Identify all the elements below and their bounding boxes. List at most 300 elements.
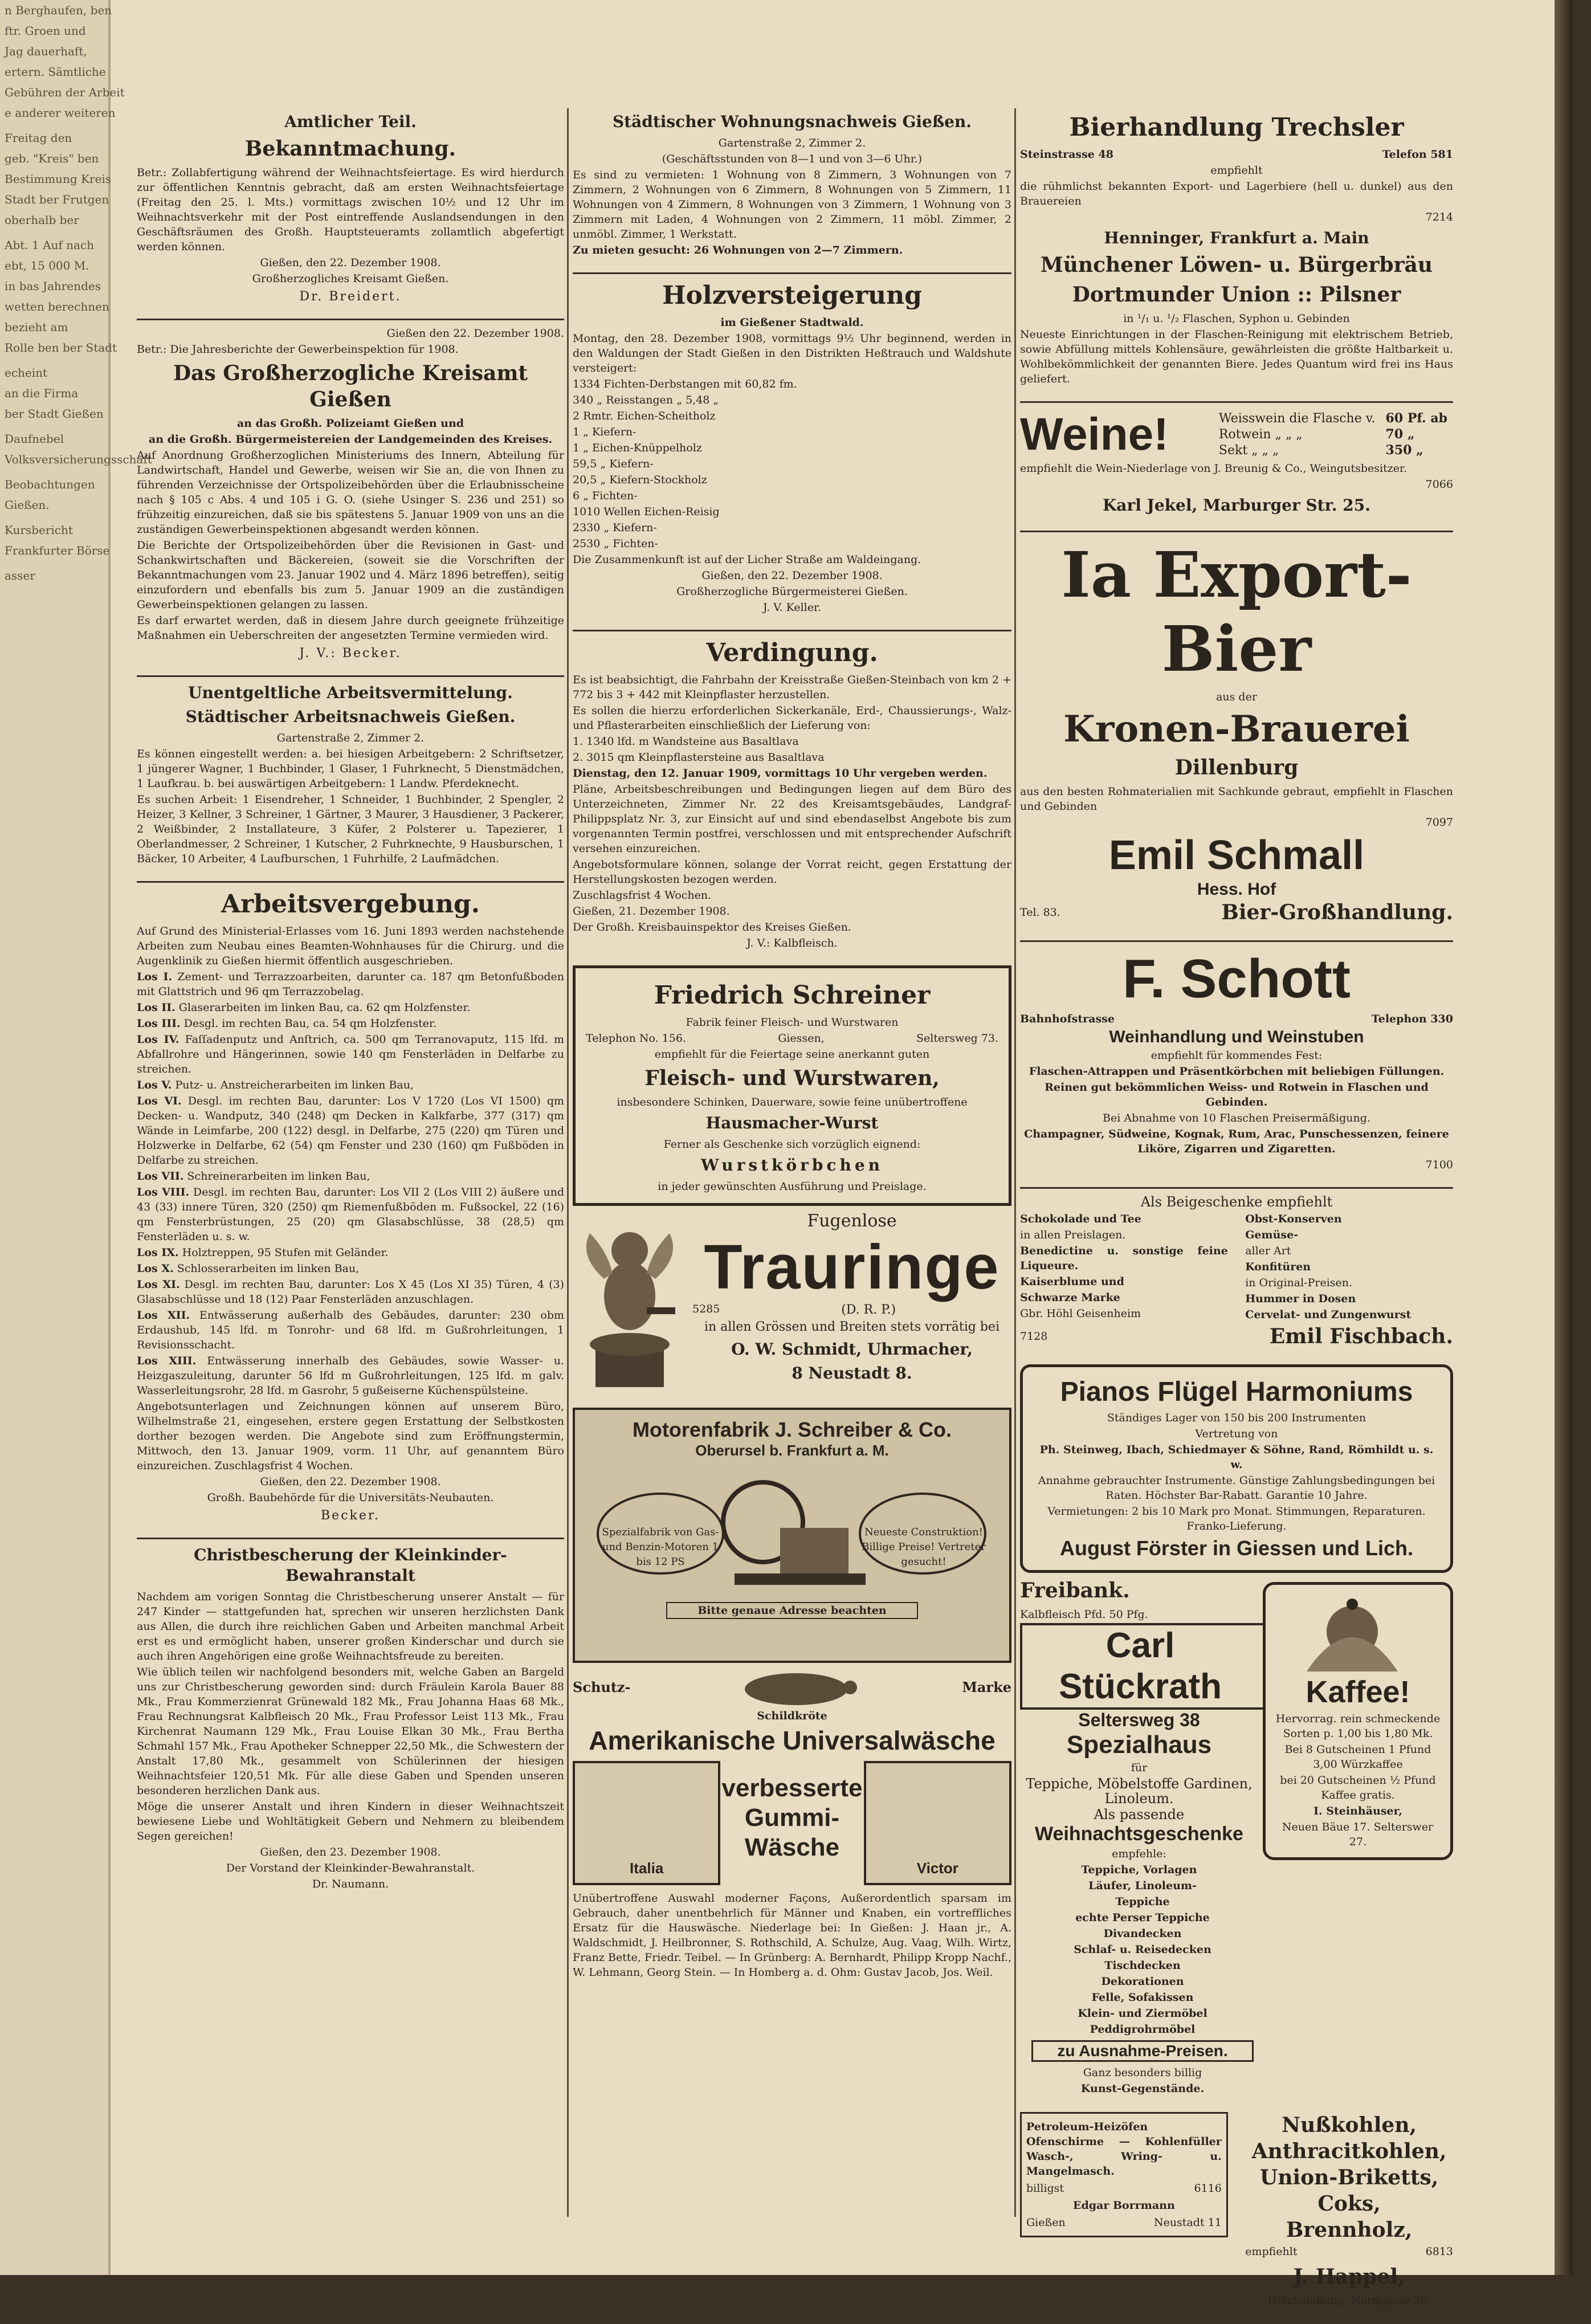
brewery-name: Münchener Löwen- u. Bürgerbräu: [1040, 253, 1433, 277]
prev-page-line: oberhalb ber: [5, 213, 79, 227]
ad-text: die rühmlichst bekannten Export- und Lagerbiere (hell u. dunkel) aus den Brauereien: [1020, 180, 1453, 207]
ad-text: Neueste Einrichtungen in der Flaschen-Reinigung mit elektrischem Betrieb, sowie Abfüllung mittels Kohlensäure, gewährleisten die größte Haltbarkeit u. Wohlbekömmlichkeit der genannten Biere. Jedes Quantum wird frei ins Haus geliefert.: [1020, 328, 1453, 385]
ad-item: in allen Preislagen.: [1020, 1229, 1126, 1241]
lot-number: Los XI.: [137, 1278, 180, 1291]
fuel-item: Brennholz,: [1286, 2218, 1413, 2242]
collar-victor-illustration: Victor: [864, 1761, 1011, 1885]
notice-title: Christbescherung der Kleinkinder-Bewahranstalt: [194, 1546, 507, 1585]
ad-export-bier: [1020, 538, 1453, 925]
product-item: Tischdecken: [1104, 1959, 1181, 1972]
wood-item: 1 „ Eichen-Knüppelholz: [573, 442, 702, 454]
notice-text: Angebotsformulare können, solange der Vorrat reicht, gegen Erstattung der Herstellungskosten bezogen werden.: [573, 858, 1011, 886]
lot-number: Los XII.: [137, 1309, 190, 1322]
notice-text: Es ist beabsichtigt, die Fahrbahn der Kreisstraße Gießen-Steinbach von km 2 + 772 bis 3 + 442 mit Kleinpflaster herzustellen.: [573, 674, 1011, 701]
prev-page-line: Rolle ben ber Stadt: [5, 341, 117, 354]
ad-merchant: Emil Schmall: [1108, 833, 1365, 878]
lot-number: Los VII.: [137, 1170, 184, 1183]
notice-date: Gießen, den 22. Dezember 1908.: [260, 256, 441, 269]
ad-text: Champagner, Südweine, Kognak, Rum, Arac, Punschessenzen, feinere Liköre, Zigarren und Zigaretten.: [1024, 1128, 1449, 1155]
lot-item: [137, 1353, 564, 1398]
ad-text: empfehle:: [1112, 1848, 1166, 1860]
product-item: Teppiche: [1115, 1895, 1170, 1908]
lot-item: [137, 1094, 564, 1168]
ad-text: Bier-Großhandlung.: [1221, 900, 1453, 924]
notice-text: Zuschlagsfrist 4 Wochen.: [573, 889, 712, 902]
notice-title: Unentgeltliche Arbeitsvermittelung.: [188, 683, 513, 702]
ad-text: Bitte genaue Adresse beachten: [666, 1602, 918, 1619]
wine-price: 350 „: [1385, 443, 1423, 458]
ad-text: Neueste Construktion! Billige Preise! Vertreter gesucht!: [862, 1526, 986, 1568]
wood-item: 1 „ Kiefern-: [573, 426, 637, 438]
ad-text: Reinen gut bekömmlichen Weiss- und Rotwein in Flaschen und Gebinden.: [1045, 1081, 1429, 1108]
ad-merchant-hotel: Hess. Hof: [1197, 880, 1276, 899]
prev-page-line: ftr. Groen und: [5, 24, 86, 38]
ad-text: Hervorrag. rein schmeckende Sorten p. 1,00 bis 1,80 Mk.: [1275, 1713, 1441, 1740]
prev-page-line: Bestimmung Kreis: [5, 172, 112, 186]
ad-weine: [1020, 409, 1453, 516]
notice-address: Gartenstraße 2, Zimmer 2.: [276, 732, 425, 744]
lot-number: Los II.: [137, 1001, 176, 1014]
lot-description: Putz- u. Anstreicherarbeiten im linken Bau,: [175, 1079, 414, 1091]
ad-subtitle: Fabrik feiner Fleisch- und Wurstwaren: [686, 1016, 899, 1029]
lot-item: [137, 1016, 564, 1031]
prev-page-line: ber Stadt Gießen: [5, 407, 104, 421]
notice-subject: Betr.: Die Jahresberichte der Gewerbeinspektion für 1908.: [137, 343, 459, 356]
ad-subtitle: Fugenlose: [807, 1211, 897, 1231]
column-rule: [1014, 108, 1016, 2217]
ad-text: Vermietungen: 2 bis 10 Mark pro Monat. Stimmungen, Reparaturen. Franko-Lieferung.: [1047, 1505, 1426, 1532]
lot-item: [137, 969, 564, 999]
ad-title: Als Beigeschenke empfiehlt: [1140, 1194, 1333, 1210]
ad-subtitle: Weinhandlung und Weinstuben: [1109, 1028, 1364, 1046]
notice-text: Nachdem am vorigen Sonntag die Christbescherung unserer Anstalt — für 247 Kinder — stattgefunden hat, sprechen wir unseren herzlichsten Dank aus Allen, die durch ihre reichlichen Gaben und Arbeiten manchmal Arbeit erst es und ermöglicht haben, unserer großen Kinderschar und durch sie auch ihren Angehörigen eine große Weihnachtsfreude zu bereiten.: [137, 1591, 564, 1662]
previous-page-strip: [0, 0, 152, 2275]
notice-text: Auf Anordnung Großherzoglichen Ministeriums des Innern, Abteilung für Landwirtschaft, Handel und Gewerbe, weisen wir Sie an, die von Ihnen zu führenden Verzeichnisse der Ortspolizeibehörden über die Erlaubnisscheine nach § 105 c Abs. 4 und 105 i G. O. (siehe Usinger S. 236 und 251) so frühzeitig einzureichen, daß sie bis spätestens 5. Januar 1909 von uns an die zuständigen Gewerbeinspektionen abgesandt werden können.: [137, 449, 564, 536]
ad-fischbach: [1020, 1194, 1453, 1349]
ad-universalwaesche: [573, 1667, 1011, 1980]
ad-address: Neustadt 11: [1153, 2216, 1222, 2229]
lot-description: Entwässerung innerhalb des Gebäudes, sowie Wasser- u. Heizgaszuleitung, darunter 56 lfd m Gußrohrleitungen, 125 lfd. m galv. Wasserleitungsrohr, 28 lfd. m Gasrohr, 5 gußeiserne Küchenspülsteine.: [137, 1355, 564, 1397]
prev-page-line: asser: [5, 569, 35, 582]
notice-office: Der Großh. Kreisbauinspektor des Kreises Gießen.: [573, 921, 851, 933]
ad-text: in allen Grössen und Breiten stets vorrätig bei: [704, 1320, 1000, 1334]
holzversteigerung-notice: [573, 280, 1011, 615]
ad-title: Friedrich Schreiner: [654, 981, 931, 1010]
wood-item: 1334 Fichten-Derbstangen mit 60,82 fm.: [573, 378, 797, 390]
prev-page-line: geb. "Kreis" ben: [5, 152, 99, 165]
notice-date: Gießen, den 23. Dezember 1908.: [260, 1846, 441, 1858]
ad-phone: Telephon No. 156.: [586, 1032, 686, 1045]
ad-text: Petroleum-Heizöfen Ofenschirme — Kohlenfüller Wasch-, Wring- u. Mangelmasch.: [1026, 2121, 1222, 2178]
product-item: Peddigrohrmöbel: [1090, 2023, 1196, 2036]
ad-title: Motorenfabrik J. Schreiber & Co.: [632, 1418, 952, 1441]
ad-merchant: Emil Fischbach.: [1269, 1324, 1453, 1348]
notice-text: 2. 3015 qm Kleinpflastersteine aus Basaltlava: [573, 751, 825, 764]
prev-page-line: Stadt ber Frutgen: [5, 193, 109, 206]
ad-headline: verbesserte Gummi-Wäsche: [721, 1774, 863, 1861]
ad-text: (D. R. P.): [841, 1303, 896, 1317]
lot-item: [137, 1000, 564, 1015]
ad-text: Kalbfleisch Pfd. 50 Pfg.: [1020, 1608, 1148, 1621]
ad-text: Ph. Steinweg, Ibach, Schiedmayer & Söhne, Rand, Römhildt u. s. w.: [1039, 1444, 1434, 1471]
product-item: Klein- und Ziermöbel: [1078, 2007, 1207, 2020]
wood-item: 6 „ Fichten-: [573, 490, 638, 502]
ad-item: Schokolade und Tee: [1020, 1213, 1141, 1225]
lot-number: Los V.: [137, 1079, 172, 1091]
wood-list: [573, 377, 1011, 551]
arbeitsvermittelung-notice: [137, 683, 564, 866]
prev-page-line: Freitag den: [5, 131, 72, 145]
lot-number: Los VIII.: [137, 1186, 190, 1198]
notice-text: Betr.: Zollabfertigung während der Weihnachtsfeiertage. Es wird hierdurch zur öffentlichen Kenntnis gebracht, daß am ersten Weihnachtsfeiertage (Freitag den 25. l. Mts.) vormittags zwischen 10½ und 12 Uhr im Weihnachtsverkehr mit der Post eintreffende Auslandsendungen in den Geschäftsräumen des Großh. Hauptsteueramts zollamtlich abgefertigt werden können.: [137, 166, 564, 253]
notice-date: Gießen, 21. Dezember 1908.: [573, 905, 730, 918]
ad-title: Bierhandlung Trechsler: [1069, 113, 1404, 142]
prev-page-line: Beobachtungen: [5, 478, 95, 491]
prev-page-line: ebt, 15 000 M.: [5, 259, 89, 272]
ad-code: 7066: [1425, 478, 1453, 491]
prev-page-line: [0, 470, 108, 474]
ad-item: Gemüse-: [1245, 1229, 1299, 1241]
ad-item: Gbr. Höhl Geisenheim: [1020, 1307, 1141, 1320]
ad-title: Amerikanische Universalwäsche: [589, 1726, 996, 1755]
lot-description: Desgl. im rechten Bau, darunter: Los X 45 (Los XI 35) Türen, 4 (3) Glasabschlüsse und 18 (12) Paar Fensterläden anzuschlagen.: [137, 1278, 564, 1306]
ad-title: F. Schott: [1123, 948, 1351, 1009]
notice-text: 1. 1340 lfd. m Wandsteine aus Basaltlava: [573, 735, 799, 748]
ad-item: Kaiserblume und: [1020, 1275, 1124, 1288]
ad-merchant: August Förster in Giessen und Lich.: [1059, 1536, 1414, 1560]
lot-description: Entwässerung außerhalb des Gebäudes, darunter: 230 obm Erdaushub, 145 lfd. m Tonrohr- und 68 lfd. m Gußrohrleitungen, 1 Revisionsschacht.: [137, 1309, 564, 1351]
notice-title: Arbeitsvergebung.: [221, 890, 480, 919]
ad-address: Neuen Bäue 17. Selterswег 27.: [1282, 1821, 1434, 1848]
ad-item: Benedictine u. sonstige feine Liqueure.: [1020, 1245, 1228, 1272]
ad-borrmann: [1020, 2112, 1228, 2237]
ad-text: Annahme gebrauchter Instrumente. Günstige Zahlungsbedingungen bei Raten. Höchster Bar-Rabatt. Garantie 10 Jahre.: [1038, 1474, 1435, 1502]
product-item: Felle, Sofakissen: [1091, 1991, 1194, 2004]
prev-page-line: Volksversicherungsschaft: [5, 452, 152, 466]
lot-description: Zement- und Terrazzoarbeiten, darunter ca. 187 qm Betonfußboden mit Glattstrich und 96 qm Terrazzobelag.: [137, 971, 564, 998]
ad-text: empfiehlt für kommendes Fest:: [1151, 1049, 1323, 1062]
ad-text: Spezialfabrik von Gas- und Benzin-Motoren 1 bis 12 PS: [602, 1526, 719, 1568]
ad-code: 5285: [692, 1303, 720, 1315]
ad-text: Flaschen-Attrappen und Präsentkörbchen mit beliebigen Füllungen.: [1029, 1065, 1445, 1078]
notice-hours: (Geschäftsstunden von 8—1 und von 3—6 Uhr.): [662, 153, 923, 165]
wood-item: 340 „ Reisstangen „ 5,48 „: [573, 394, 719, 406]
lot-number: Los IX.: [137, 1246, 179, 1259]
ad-title: Carl Stückrath: [1020, 1623, 1265, 1710]
prev-page-line: Daufnebel: [5, 432, 64, 446]
price-list: [1213, 410, 1453, 459]
prev-page-line: [0, 424, 108, 429]
ad-address: Bahnhofstrasse: [1020, 1013, 1115, 1025]
ad-phone: Telefon 581: [1382, 148, 1453, 161]
fuel-item: Anthracitkohlen,: [1251, 2139, 1447, 2163]
notice-text: Es können eingestellt werden: a. bei hiesigen Arbeitgebern: 2 Schriftsetzer, 1 jüngerer Wagner, 1 Buchbinder, 1 Glaser, 1 Fuhrknecht, 5 Dienstmädchen, 1 Laufkrau. b. bei auswärtigen Arbeitgebern: 1 Landw. Pferdeknecht.: [137, 748, 564, 790]
wood-item: 2 Rmtr. Eichen-Scheitholz: [573, 410, 716, 422]
notice-addressee: an das Großh. Polizeiamt Gießen und: [236, 417, 464, 430]
ad-text: insbesondere Schinken, Dauerware, sowie feine unübertroffene: [617, 1096, 968, 1108]
christbescherung-notice: [137, 1545, 564, 1891]
notice-text: Pläne, Arbeitsbeschreibungen und Bedingungen liegen auf dem Büro des Unterzeichneten, Zimmer Nr. 22 des Kreisamtsgebäudes, Landgraf-Philippsplatz Nr. 3, zur Einsicht auf und sind ebendaselbst Angebote bis zum vorgenannten Termin postfrei, verschlossen und mit entsprechender Aufschrift versehen einzureichen.: [573, 783, 1011, 855]
lot-description: Holztreppen, 95 Stufen mit Geländer.: [182, 1246, 389, 1259]
prev-page-line: wetten berechnen: [5, 300, 109, 313]
notice-text: Auf Grund des Ministerial-Erlasses vom 16. Juni 1893 werden nachstehende Arbeiten zum Neubau eines Beamten-Wohnhauses für die Chirurg. und die Augenklinik zu Gießen hiermit öffentlich ausgeschrieben.: [137, 925, 564, 967]
wine-name: Sekt „ „ „: [1218, 443, 1279, 458]
fuel-item: Union-Briketts,: [1259, 2166, 1439, 2190]
lot-description: Desgl. im rechten Bau, darunter: Los VII 2 (Los VIII 2) äußere und 43 (33) innere Türen, 320 (250) qm Riemenfußböden m. Fußsockel, 22 (16) qm Fensterbrüstungen, 25 (20) qm Glasabschlüsse, 38 (28,5) qm Fensterläden u. s. w.: [137, 1186, 564, 1243]
ad-merchant: J. Happel,: [1293, 2265, 1405, 2289]
brewery-name: Henninger, Frankfurt a. Main: [1104, 229, 1369, 247]
notice-date: Gießen, den 22. Dezember 1908.: [260, 1475, 441, 1488]
ad-pianos: [1020, 1364, 1453, 1573]
ad-phone: Tel. 83.: [1020, 906, 1060, 919]
section-heading: Amtlicher Teil.: [284, 112, 417, 131]
ad-text: Bei 8 Gutscheinen 1 Pfund 3,00 Würzkaffee: [1284, 1743, 1431, 1771]
prev-page-line: Jag dauerhaft,: [5, 44, 87, 58]
lot-number: Los X.: [137, 1262, 174, 1275]
ad-trauringe: [573, 1210, 1011, 1393]
lot-list: [137, 969, 564, 1398]
notice-addressee: an die Großh. Bürgermeistereien der Landgemeinden des Kreises.: [148, 433, 553, 446]
product-item: Teppiche, Vorlagen: [1081, 1864, 1197, 1876]
notice-text: Wie üblich teilen wir nachfolgend besonders mit, welche Gaben an Bargeld uns zur Christbescherung geworden sind: durch Fräulein Karola Bauer 88 Mk., Frau Kommerzienrat Grünewald 182 Mk., Frau Johanna Haas 68 Mk., Frau Rechnungsrat Kalbfleisch 20 Mk., Frau Professor Leist 113 Mk., Frau Kirchenrat Naumann 129 Mk., Frau Louise Elkan 30 Mk., Frau Bertha Schmahl 157 Mk., Frau Apotheker Schnepper 22,50 Mk., die Schwestern der Anstalt 17,80 Mk., gesammelt von Schülerinnen der hiesigen Weihnachtsfeier 120,51 Mk. Für alle diese Gaben und Spenden unseren besonderen herzlichen Dank aus.: [137, 1666, 564, 1797]
ad-headline: Weine!: [1020, 409, 1169, 459]
fuel-list: [1245, 2112, 1453, 2243]
notice-text: Es suchen Arbeit: 1 Eisendreher, 1 Schneider, 1 Buchbinder, 2 Spengler, 2 Heizer, 3 Kellner, 3 Schreiner, 1 Gärtner, 3 Maurer, 3 Hausdiener, 3 Packerer, 2 Weißbinder, 2 Installateure, 3 Küfer, 2 Polsterer u. Tapezierer, 1 Oberlandmesser, 2 Schreiner, 1 Kutscher, 2 Fuhrknechte, 9 Hausburschen, 1 Bäcker, 10 Arbeiter, 4 Laufburschen, 1 Fuhrhilfe, 2 Laufmädchen.: [137, 793, 564, 865]
lot-number: Los III.: [137, 1017, 181, 1030]
ad-headline: Ia Export-Bier: [1061, 538, 1412, 686]
column-3: [1020, 108, 1453, 2324]
ad-text: Vertretung von: [1195, 1428, 1278, 1440]
lot-item: [137, 1308, 564, 1352]
lot-number: Los XIII.: [137, 1355, 197, 1367]
ad-text: Ganz besonders billig: [1083, 2066, 1202, 2079]
ad-headline: Trauringe: [704, 1232, 1000, 1302]
lot-description: Desgl. im rechten Bau, darunter: Los V 1720 (Los VI 1500) qm Decken- u. Wandputz, 340 (248) qm Decken in Kalkfarbe, 377 (317) qm Wände in Leimfarbe, 200 (122) desgl. in Delfarbe, 275 (220) qm Türen und Holzwerke in Delfarbe, 62 (54) qm Fenster und 230 (160) qm Fußböden in Delfarbe zu streichen.: [137, 1095, 565, 1167]
ad-text: Teppiche, Möbelstoffe Gardinen, Linoleum.: [1026, 1776, 1253, 1807]
notice-title: Das Großherzogliche Kreisamt Gießen: [173, 361, 528, 411]
notice-text: Zu mieten gesucht: 26 Wohnungen von 2—7 Zimmern.: [573, 244, 903, 256]
collar-italia-illustration: Italia: [573, 1761, 720, 1885]
wine-name: Weisswein die Flasche v.: [1218, 411, 1376, 426]
lot-item: [137, 1245, 564, 1260]
notice-text: Es sind zu vermieten: 1 Wohnung von 8 Zimmern, 3 Wohnungen von 7 Zimmern, 2 Wohnungen von 6 Zimmern, 8 Wohnungen von 5 Zimmern, 11 Wohnungen von 4 Zimmern, 8 Wohnungen von 3 Zimmern, 1 Wohnung von 3 Zimmern mit Laden, 4 Wohnungen von 2 Zimmern, 11 möbl. Zimmer, 2 unmöbl. Zimmer, 1 Werkstatt.: [573, 169, 1011, 240]
ad-code: 7128: [1020, 1330, 1048, 1343]
ad-kaffee: [1263, 1582, 1453, 1860]
prev-page-line: [0, 515, 108, 520]
wine-price: 60 Pf. ab: [1385, 411, 1447, 426]
column-rule: [567, 108, 569, 2217]
lot-number: Los IV.: [137, 1033, 180, 1046]
notice-signature: J. V. Keller.: [762, 601, 822, 614]
ad-text: in ¹/₁ u. ¹/₂ Flaschen, Syphon u. Gebinden: [1123, 312, 1350, 325]
ad-text: billigst: [1026, 2182, 1064, 2195]
prev-page-line: [0, 123, 108, 128]
prev-page-line: Abt. 1 Auf nach: [5, 238, 95, 252]
lot-item: [137, 1032, 564, 1077]
ad-code: 7097: [1425, 816, 1453, 829]
ad-city: Giessen,: [778, 1032, 825, 1045]
prev-page-line: an die Firma: [5, 386, 79, 400]
notice-text: Montag, den 28. Dezember 1908, vormittags 9½ Uhr beginnend, werden in den Waldungen der Stadt Gießen in den Distrikten Heßtrauch und Waldshute versteigert:: [573, 332, 1011, 374]
ad-text: Bei Abnahme von 10 Flaschen Preisermäßigung.: [1103, 1112, 1370, 1124]
notice-title: Städtischer Wohnungsnachweis Gießen.: [612, 112, 972, 131]
ad-code: 6813: [1425, 2245, 1453, 2258]
bekanntmachung-notice: [137, 112, 564, 304]
ad-code: 7214: [1425, 211, 1453, 223]
prev-page-line: Gebühren der Arbeit: [5, 85, 125, 99]
lot-number: Los VI.: [137, 1095, 182, 1107]
ad-text: Ferner als Geschenke sich vorzüglich eignend:: [663, 1138, 921, 1151]
ad-text: empfiehlt für die Feiertage seine anerkannt guten: [654, 1048, 930, 1061]
lot-item: [137, 1185, 564, 1244]
wine-price: 70 „: [1385, 427, 1415, 442]
ad-schott: [1020, 948, 1453, 1172]
notice-office: Großherzogliches Kreisamt Gießen.: [252, 272, 449, 285]
lot-description: Schreinerarbeiten im linken Bau,: [187, 1170, 370, 1183]
wood-item: 20,5 „ Kiefern-Stockholz: [573, 474, 707, 486]
page-edge: [1555, 0, 1573, 2275]
notice-date: Gießen, den 22. Dezember 1908.: [701, 569, 883, 582]
notice-office: Großh. Baubehörde für die Universitäts-Neubauten.: [207, 1491, 494, 1504]
lot-number: Los I.: [137, 971, 173, 983]
ad-headline: Hausmacher-Wurst: [705, 1114, 879, 1132]
ad-text: empfiehlt: [1210, 164, 1263, 177]
prev-page-line: [0, 358, 108, 362]
notice-text: Möge die unserer Anstalt und ihren Kindern in dieser Weihnachtszeit bewiesene Liebe und Wohltätigkeit Gebern und Nehmern zu bleibendem Segen gereichen!: [137, 1800, 564, 1842]
notice-text: Es darf erwartet werden, daß in diesem Jahre durch geeignete frühzeitige Maßnahmen ein Ueberschreiten der angesetzten Termine vermieden wird.: [137, 614, 564, 642]
ad-title: Freibank.: [1020, 1579, 1130, 1603]
ad-headline: Weihnachtsgeschenke: [1035, 1823, 1243, 1845]
ad-text: empfiehlt die Wein-Niederlage von J. Breunig & Co., Weingutsbesitzer.: [1020, 462, 1407, 475]
fuel-item: Nußkohlen,: [1282, 2113, 1417, 2137]
ad-text: bei 20 Gutscheinen ½ Pfund Kaffee gratis.: [1280, 1774, 1436, 1801]
wood-item: 1010 Wellen Eichen-Reisig: [573, 505, 720, 518]
woman-illustration: [1272, 1592, 1432, 1671]
wood-item: 2330 „ Kiefern-: [573, 521, 657, 534]
product-item: Läufer, Linoleum-: [1088, 1879, 1197, 1892]
ad-item: Hummer in Dosen: [1245, 1293, 1356, 1305]
notice-signature: Becker.: [321, 1508, 380, 1523]
lot-item: [137, 1261, 564, 1276]
notice-signature: Dr. Naumann.: [312, 1878, 389, 1890]
prev-page-line: ertern. Sämtliche: [5, 65, 106, 79]
ad-phone: Telephon 330: [1371, 1013, 1453, 1025]
lot-item: [137, 1277, 564, 1307]
prev-page-line: Gießen.: [5, 498, 50, 512]
brewery-name: Kronen-Brauerei: [1063, 708, 1410, 751]
column-1: [137, 108, 564, 1906]
ad-text: empfiehlt: [1245, 2245, 1298, 2258]
notice-text: Dienstag, den 12. Januar 1909, vormittags 10 Uhr vergeben werden.: [573, 767, 988, 780]
notice-signature: Dr. Breidert.: [299, 290, 402, 304]
notice-subtitle: im Gießener Stadtwald.: [720, 316, 864, 329]
ad-bottom-right: [1020, 2112, 1453, 2309]
ad-text: Unübertroffene Auswahl moderner Façons, Außerordentlich sparsam im Gebrauch, daher unentbehrlich für Männer und Knaben, ein vortreffliches Ersatz für die Hauswäsche. Niederlage bei: In Gießen: J. Haan jr., A. Waldschmidt, J. Heilbronner, S. Rothschild, A. Schulze, Aug. Vaag, Wilh. Wirtz, Franz Bette, Friedr. Teibel. — In Grünberg: A. Bernhardt, Philipp Kropp Nachf., W. Lehmann, Georg Stein. — In Homberg a. d. Ohm: Gustav Jacob, Jos. Weil.: [573, 1892, 1011, 1979]
ad-headline: Kaffee!: [1306, 1675, 1410, 1709]
cupid-illustration: [573, 1210, 687, 1393]
notice-signature: J. V.: Becker.: [299, 646, 402, 660]
product-item: echte Perser Teppiche: [1075, 1911, 1210, 1924]
prev-page-line: Kursbericht: [5, 523, 73, 537]
prev-page-line: n Berghaufen, ben: [5, 3, 112, 17]
ad-merchant: I. Steinhäuser,: [1313, 1805, 1402, 1817]
notice-text: Die Zusammenkunft ist auf der Licher Straße am Waldeingang.: [573, 553, 921, 566]
ad-merchant: Karl Jekel, Marburger Str. 25.: [1102, 496, 1371, 515]
ad-merchant: Edgar Borrmann: [1073, 2199, 1175, 2212]
notice-address: Gartenstraße 2, Zimmer 2.: [718, 137, 866, 149]
trademark-label: Schutz-: [573, 1679, 631, 1695]
product-item: Dekorationen: [1101, 1975, 1184, 1988]
product-item: Divandecken: [1103, 1927, 1182, 1940]
prev-page-line: in bas Jahrendes: [5, 279, 101, 293]
prev-page-line: [0, 230, 108, 235]
ad-headline: Spezialhaus: [1066, 1731, 1212, 1759]
ad-stueckrath: [1020, 1623, 1265, 2096]
wood-item: 59,5 „ Kiefern-: [573, 458, 654, 470]
ad-item: Obst-Konserven: [1245, 1213, 1342, 1225]
ad-text: aus der: [1216, 691, 1257, 703]
turtle-icon: [728, 1667, 864, 1707]
product-list: [1020, 1862, 1265, 2037]
ad-merchant: O. W. Schmidt, Uhrmacher,: [731, 1340, 973, 1359]
notice-title: Städtischer Arbeitsnachweis Gießen.: [185, 707, 516, 726]
ad-block-bottom: [1020, 1577, 1453, 2097]
notice-text: Es sollen die hierzu erforderlichen Sickerkanäle, Erd-, Chaussierungs-, Walz- und Pflasterarbeiten einschließlich der Lieferung von:: [573, 704, 1011, 732]
lot-description: Glaserarbeiten im linken Bau, ca. 62 qm Holzfenster.: [178, 1001, 471, 1014]
ad-code: 7100: [1425, 1159, 1453, 1171]
arbeitsvergebung-notice: [137, 888, 564, 1523]
lot-item: [137, 1078, 564, 1092]
ad-text: Ständiges Lager von 150 bis 200 Instrumenten: [1107, 1412, 1366, 1424]
prev-page-line: [0, 561, 108, 565]
product-item: Schlaf- u. Reisedecken: [1074, 1943, 1211, 1956]
prev-page-line: bezieht am: [5, 320, 68, 334]
wood-item: 2530 „ Fichten-: [573, 537, 658, 550]
verdingung-notice: [573, 637, 1011, 951]
wine-name: Rotwein „ „ „: [1218, 427, 1303, 442]
ad-item: in Original-Preisen.: [1245, 1277, 1353, 1289]
ad-item: Konfitüren: [1245, 1261, 1311, 1273]
fuel-item: Coks,: [1317, 2192, 1381, 2216]
ad-friedrich-schreiner: [573, 965, 1011, 1206]
prev-page-line: Frankfurter Börse: [5, 544, 110, 557]
ad-city: Oberursel b. Frankfurt a. M.: [695, 1442, 889, 1459]
brewery-name: Dortmunder Union :: Pilsner: [1072, 283, 1401, 307]
ad-address: 8 Neustadt 8.: [792, 1364, 912, 1383]
notice-title: Bekanntmachung.: [244, 137, 456, 161]
ad-code: 6116: [1194, 2182, 1222, 2195]
lot-description: Schlosserarbeiten im linken Bau,: [177, 1262, 360, 1275]
ad-headline: Fleisch- und Wurstwaren,: [644, 1066, 940, 1090]
prev-page-line: echeint: [5, 366, 48, 380]
notice-office: Der Vorstand der Kleinkinder-Bewahranstalt.: [226, 1862, 475, 1874]
ad-text: Als passende: [1094, 1807, 1185, 1822]
ad-text: Kunst-Gegenstände.: [1080, 2082, 1205, 2095]
lot-description: Desgl. im rechten Bau, ca. 54 qm Holzfenster.: [183, 1017, 437, 1030]
notice-signature: J. V.: Kalbfleisch.: [746, 937, 838, 949]
ad-address: Seltersweg 73.: [916, 1032, 998, 1045]
prev-page-line: e anderer weiteren: [5, 106, 116, 120]
notice-date: Gießen den 22. Dezember 1908.: [386, 327, 564, 340]
trademark-label: Marke: [962, 1679, 1011, 1695]
ad-happel: [1245, 2112, 1453, 2309]
ad-item: Schwarze Marke: [1020, 1291, 1120, 1304]
ad-city: Gießen: [1026, 2216, 1066, 2229]
ad-motorenfabrik: [573, 1408, 1011, 1663]
notice-office: Großherzogliche Bürgermeisterei Gießen.: [676, 585, 908, 598]
wohnungsnachweis-notice: [573, 112, 1011, 258]
column-2: [573, 108, 1011, 1995]
